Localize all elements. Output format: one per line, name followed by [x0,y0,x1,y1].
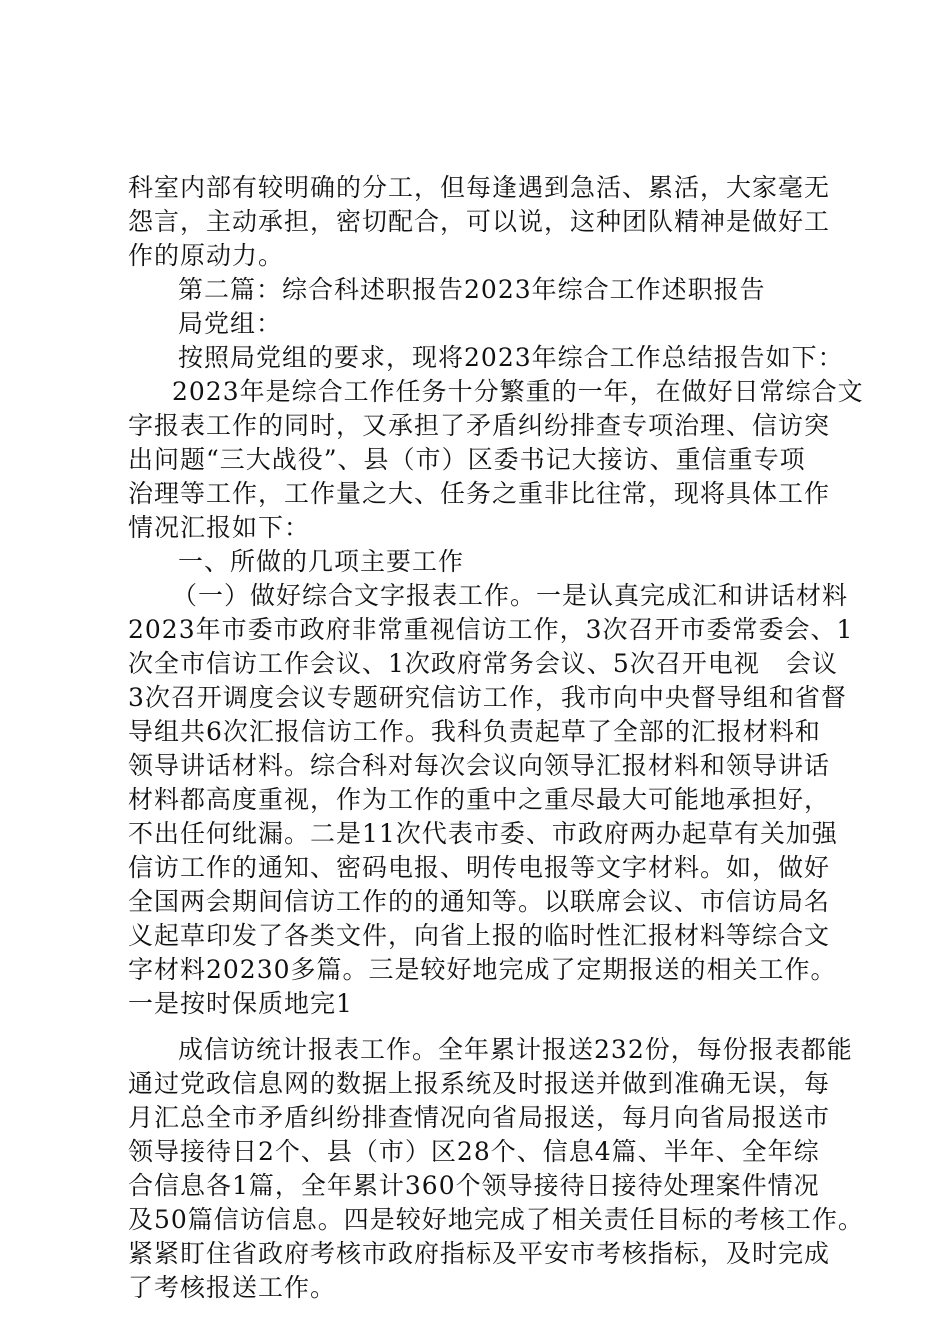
paragraph-line: 紧紧盯住省政府考核市政府指标及平安市考核指标，及时完成 [128,1239,831,1268]
paragraph-line: 成信访统计报表工作。全年累计报送232份，每份报表都能 [178,1035,853,1064]
paragraph-line: （一）做好综合文字报表工作。一是认真完成汇和讲话材料 [172,581,849,610]
paragraph-line: 作的原动力。 [128,241,285,270]
paragraph-line: 出问题“三大战役”、县（市）区委书记大接访、重信重专项 [128,445,806,474]
paragraph-line: 治理等工作，工作量之大、任务之重非比往常，现将具体工作 [128,479,831,508]
salutation: 局党组： [178,309,283,338]
paragraph-line: 一是按时保质地完1 [128,989,353,1018]
paragraph-line: 3次召开调度会议专题研究信访工作，我市向中央督导组和省督 [128,683,847,712]
paragraph-line: 不出任何纰漏。二是11次代表市委、市政府两办起草有关加强 [128,819,838,848]
paragraph-line: 怨言，主动承担，密切配合，可以说，这种团队精神是做好工 [128,207,831,236]
paragraph-line: 及50篇信访信息。四是较好地完成了相关责任目标的考核工作。 [128,1205,864,1234]
paragraph-line: 领导接待日2个、县（市）区28个、信息4篇、半年、全年综 [128,1137,820,1166]
paragraph-line: 按照局党组的要求，现将2023年综合工作总结报告如下： [178,343,844,372]
paragraph-line: 情况汇报如下： [128,513,311,542]
paragraph-line: 2023年是综合工作任务十分繁重的一年，在做好日常综合文 [172,377,864,406]
paragraph-line: 字报表工作的同时，又承担了矛盾纠纷排查专项治理、信访突 [128,411,831,440]
paragraph-line: 月汇总全市矛盾纠纷排查情况向省局报送，每月向省局报送市 [128,1103,831,1132]
paragraph-line: 了考核报送工作。 [128,1273,337,1302]
paragraph-line: 领导讲话材料。综合科对每次会议向领导汇报材料和领导讲话 [128,751,831,780]
paragraph-line: 次全市信访工作会议、1次政府常务会议、5次召开电视 会议 [128,649,838,678]
paragraph-line: 全国两会期间信访工作的的通知等。以联席会议、市信访局名 [128,887,831,916]
paragraph-line: 材料都高度重视，作为工作的重中之重尽最大可能地承担好， [128,785,831,814]
paragraph-line: 合信息各1篇，全年累计360个领导接待日接待处理案件情况 [128,1171,820,1200]
paragraph-line: 2023年市委市政府非常重视信访工作，3次召开市委常委会、1 [128,615,854,644]
paragraph-line: 通过党政信息网的数据上报系统及时报送并做到准确无误，每 [128,1069,831,1098]
paragraph-line: 信访工作的通知、密码电报、明传电报等文字材料。如，做好 [128,853,831,882]
section-heading: 第二篇：综合科述职报告2023年综合工作述职报告 [178,275,766,304]
paragraph-line: 科室内部有较明确的分工，但每逢遇到急活、累活，大家毫无 [128,173,831,202]
paragraph-line: 导组共6次汇报信访工作。我科负责起草了全部的汇报材料和 [128,717,821,746]
paragraph-line: 义起草印发了各类文件，向省上报的临时性汇报材料等综合文 [128,921,831,950]
subsection-heading: 一、所做的几项主要工作 [178,547,465,576]
paragraph-line: 字材料20230多篇。三是较好地完成了定期报送的相关工作。 [128,955,837,984]
